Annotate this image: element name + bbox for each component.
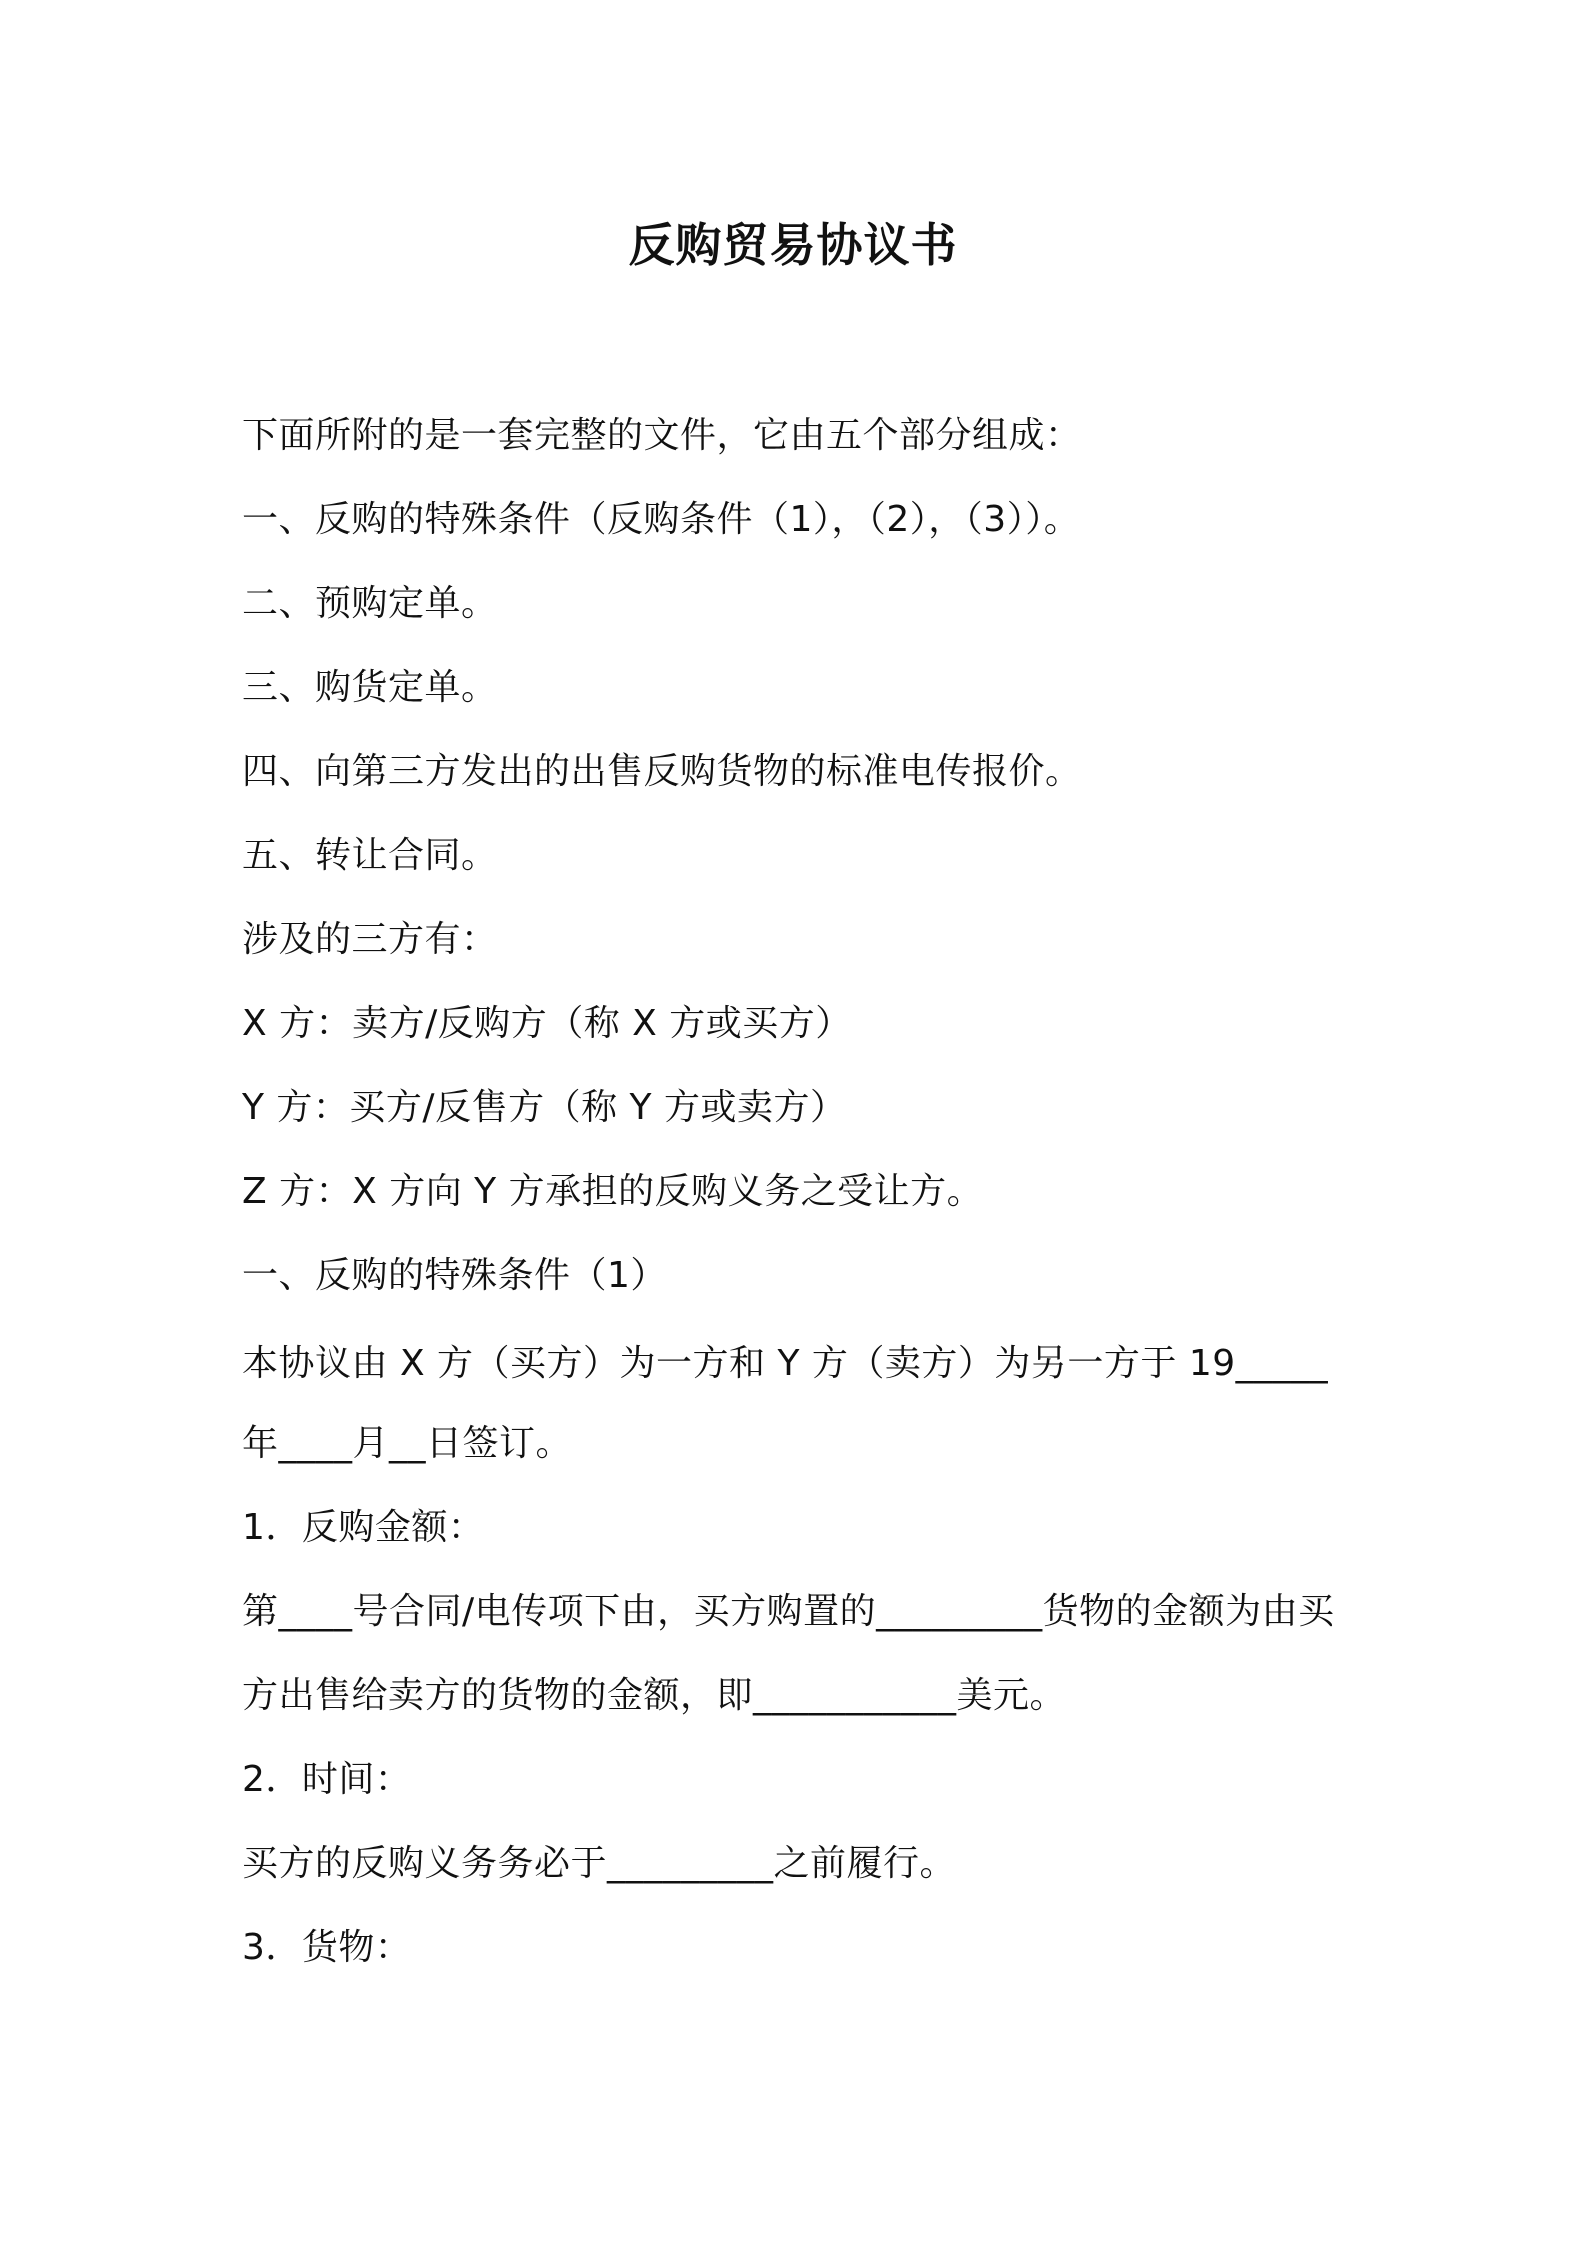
list-item-1: 一、反购的特殊条件（反购条件（1），（2），（3））。 [242, 499, 1081, 540]
list-item-5: 五、转让合同。 [242, 835, 498, 876]
document-title: 反购贸易协议书 [628, 218, 958, 272]
section-heading-1: 一、反购的特殊条件（1） [242, 1255, 667, 1296]
clause-heading-goods: 3．货物： [242, 1927, 412, 1968]
party-y: Y 方：买方/反售方（称 Y 方或卖方） [242, 1087, 847, 1128]
intro-line: 下面所附的是一套完整的文件，它由五个部分组成： [242, 415, 1082, 456]
agreement-paragraph-line-1: 本协议由 X 方（买方）为一方和 Y 方（卖方）为另一方于 19_____ [242, 1343, 1329, 1384]
parties-heading: 涉及的三方有： [242, 919, 498, 960]
party-z: Z 方：X 方向 Y 方承担的反购义务之受让方。 [242, 1171, 984, 1212]
clause-heading-time: 2．时间： [242, 1759, 412, 1800]
clause-heading-amount: 1．反购金额： [242, 1507, 485, 1548]
party-x: X 方：卖方/反购方（称 X 方或买方） [242, 1003, 852, 1044]
list-item-3: 三、购货定单。 [242, 667, 498, 708]
list-item-4: 四、向第三方发出的出售反购货物的标准电传报价。 [242, 751, 1082, 792]
list-item-2: 二、预购定单。 [242, 583, 498, 624]
agreement-paragraph-line-2: 年____月__日签订。 [242, 1423, 573, 1464]
time-paragraph: 买方的反购义务务必于_________之前履行。 [242, 1843, 957, 1884]
amount-paragraph-line-1: 第____号合同/电传项下由，买方购置的_________货物的金额为由买 [242, 1591, 1335, 1632]
amount-paragraph-line-2: 方出售给卖方的货物的金额，即___________美元。 [242, 1675, 1067, 1716]
